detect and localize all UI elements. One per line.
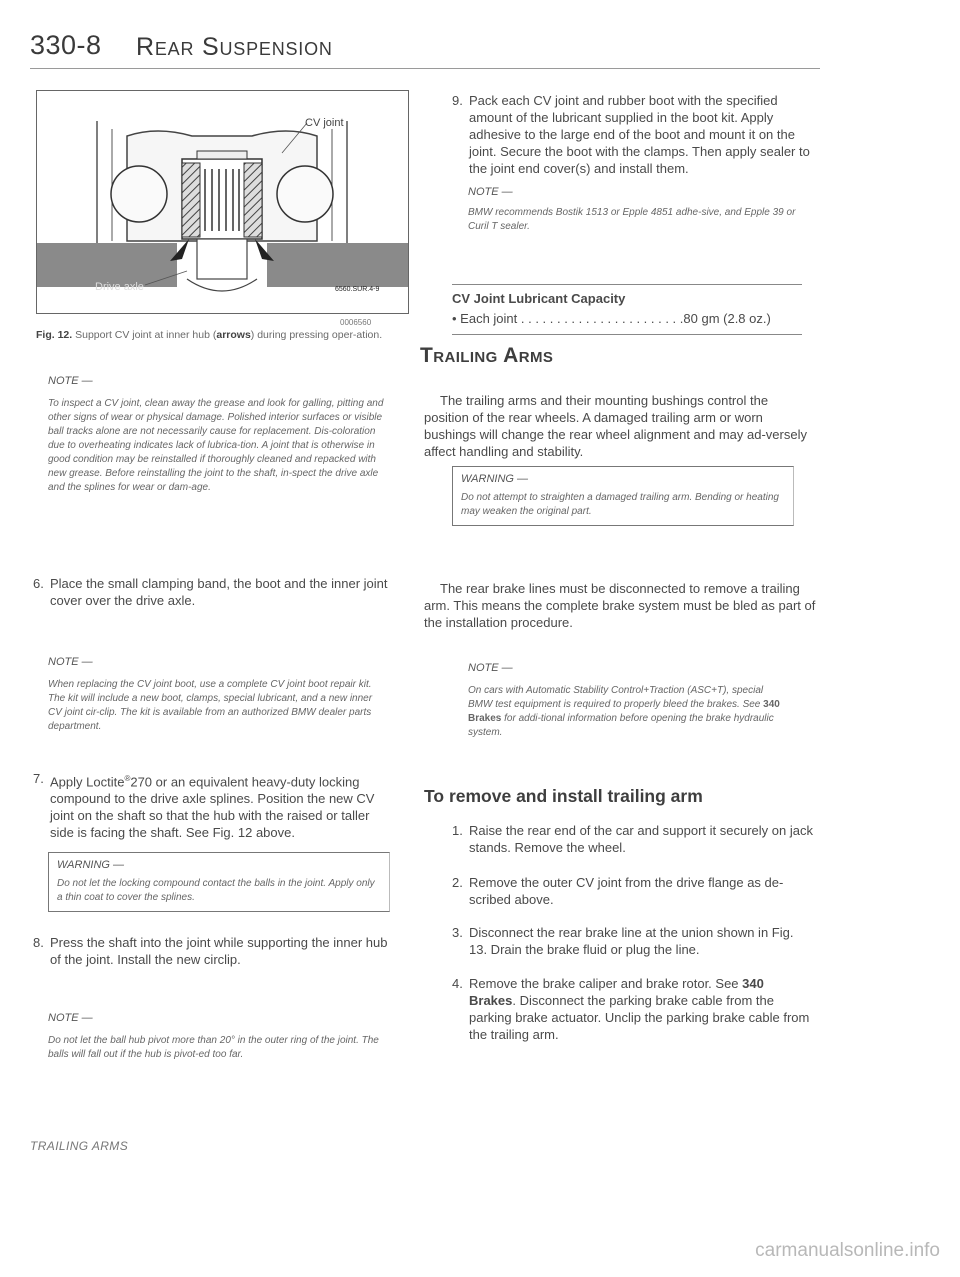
intro-paragraph: The trailing arms and their mounting bushings control the position of the rear wheels. A damaged trailing arm or worn bushings will change the rear wheel alignment and may ad-versely affect handling and stability. [424, 393, 807, 459]
note-asc-t [468, 662, 788, 740]
watermark: carmanualsonline.info [755, 1240, 940, 1261]
warning-trailing-arm [452, 466, 794, 526]
step-8 [33, 934, 393, 968]
step-text: Pack each CV joint and rubber boot with the specified amount of the lubricant supplied in the boot kit. Apply adhesive to the large end of the boot and mount it on the joint. Secure the boot with the clamps. Then apply sealer to the joint end cover(s) and install them. [469, 93, 810, 176]
note-text-b: for addi-tional information before opening the brake hydraulic system. [468, 713, 774, 738]
step-text-a: Apply Loctite [50, 774, 125, 790]
note-heading: NOTE — [48, 375, 93, 387]
section-heading-text: Trailing Arms [420, 344, 554, 367]
step-text [452, 975, 814, 1043]
note-text: When replacing the CV joint boot, use a complete CV joint boot repair kit. The kit will include a new boot, clamps, special lubricant, and a new inner CV joint cir-clip. The kit is available from an authorized BMW dealer parts department. [48, 679, 373, 732]
step-text [33, 770, 393, 841]
note-inspect [48, 375, 388, 495]
step-text-b: 270 or an equivalent heavy-duty locking compound to the drive axle splines. Position the new CV joint on the shaft so that the hub with the raised or taller side is facing the shaft. See Fig. 12 above. [50, 774, 375, 841]
step-number: 1. [452, 823, 463, 838]
figure-12 [36, 90, 409, 314]
brake-paragraph: The rear brake lines must be disconnected to remove a trailing arm. This means the complete brake system must be bled as part of the installation procedure. [424, 581, 816, 630]
note-heading: NOTE — [48, 1012, 93, 1024]
step-text: Remove the outer CV joint from the drive flange as de-scribed above. [469, 875, 784, 907]
note-text: BMW recommends Bostik 1513 or Epple 4851 adhe-sive, and Epple 39 or Curil T sealer. [468, 207, 796, 232]
note-adhesive [468, 186, 798, 234]
step-2 [452, 874, 814, 908]
registered-mark: ® [124, 774, 131, 783]
step-number: 8. [33, 935, 44, 950]
step-text: Place the small clamping band, the boot and the inner joint cover over the drive axle. [50, 576, 388, 608]
step-number: 9. [452, 93, 463, 108]
subsection-heading: To remove and install trailing arm [424, 786, 703, 806]
step-text: Press the shaft into the joint while supporting the inner hub of the joint. Install the new circlip. [50, 935, 388, 967]
spec-heading: CV Joint Lubricant Capacity [452, 291, 626, 306]
step-text: Raise the rear end of the car and support it securely on jack stands. Remove the wheel. [469, 823, 813, 855]
section-heading [420, 344, 553, 368]
section-code: 330-8 [30, 30, 102, 60]
warning-locking-compound [48, 852, 390, 912]
note-heading: NOTE — [48, 656, 93, 668]
note-heading: NOTE — [468, 662, 513, 674]
spec-rule-bottom [452, 334, 802, 335]
figure-id: 0006560 [340, 318, 372, 327]
step-9 [452, 92, 814, 177]
figure-number: Fig. 12. [36, 329, 73, 341]
step-text-a: Remove the brake caliper and brake rotor. See [469, 976, 743, 991]
note-ball-hub [48, 1012, 388, 1062]
warning-text: Do not let the locking compound contact the balls in the joint. Apply only a thin coat to cover the splines. [57, 878, 375, 903]
cv-joint-illustration [37, 91, 408, 313]
figure-code: 6560.SUR.4-9 [335, 286, 380, 293]
note-text-a: On cars with Automatic Stability Control+Traction (ASC+T), special BMW test equipment is required to properly bleed the brakes. See [468, 685, 764, 710]
header-rule [30, 68, 820, 69]
footer-section: TRAILING ARMS [30, 1139, 129, 1153]
caption-text-2: ) during pressing oper-ation. [250, 329, 383, 341]
step-number: 3. [452, 925, 463, 940]
caption-text-1: Support CV joint at inner hub ( [75, 329, 217, 341]
note-boot-kit [48, 656, 388, 734]
step-1 [452, 822, 814, 856]
step-xref: 340 Brakes [469, 976, 764, 1008]
figure-caption [36, 328, 408, 342]
step-number: 6. [33, 576, 44, 591]
warning-text: Do not attempt to straighten a damaged trailing arm. Bending or heating may weaken the original part. [461, 492, 779, 517]
note-text: Do not let the ball hub pivot more than 20° in the outer ring of the joint. The balls will fall out if the hub is pivot-ed too far. [48, 1035, 379, 1060]
step-4 [452, 975, 814, 1043]
caption-bold: arrows [216, 329, 251, 341]
warning-heading: WARNING — [461, 473, 529, 485]
step-text: Disconnect the rear brake line at the union shown in Fig. 13. Drain the brake fluid or plug the line. [469, 925, 794, 957]
step-number: 2. [452, 875, 463, 890]
spec-rule-top [452, 284, 802, 285]
warning-heading: WARNING — [57, 859, 125, 871]
note-xref: 340 Brakes [468, 699, 780, 724]
step-number: 4. [452, 976, 463, 991]
note-text: To inspect a CV joint, clean away the grease and look for galling, pitting and other signs of wear or physical damage. Polished interior surfaces or visible ball tracks alone are not necessarily cause for replacement. Dis-coloration due to overheating indicates lack of lubrica-tion. A joint that is otherwise in good condition may be reinstalled if thoroughly cleaned and repacked with new grease. Before reinstalling the joint to the shaft, in-spect the drive axle and the splines for wear or dam-age. [48, 398, 384, 493]
step-number: 7. [33, 771, 44, 786]
step-3 [452, 924, 814, 958]
step-7 [33, 770, 393, 841]
section-title: Rear Suspension [136, 33, 333, 61]
note-heading: NOTE — [468, 186, 513, 198]
cv-joint-label: CV joint [305, 117, 344, 129]
drive-axle-label: Drive axle [95, 281, 144, 293]
note-text [468, 684, 788, 740]
spec-line: • Each joint . . . . . . . . . . . . . . . . . . . . . . .80 gm (2.8 oz.) [452, 311, 771, 326]
step-text-b: . Disconnect the parking brake cable from the parking brake actuator. Unclip the parking brake cable from the trailing arm. [469, 993, 810, 1042]
step-6 [33, 575, 393, 609]
